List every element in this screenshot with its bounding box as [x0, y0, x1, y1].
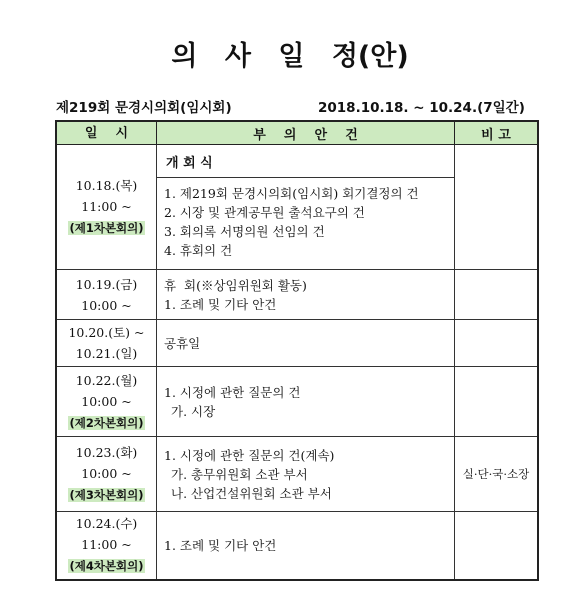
- table-row: [56, 437, 538, 512]
- document-title: [0, 34, 580, 73]
- meeting-label: (제4차본회의): [69, 559, 144, 574]
- note-cell: [455, 512, 539, 580]
- agenda-cell: [157, 270, 455, 320]
- date: 10.23.(화): [75, 445, 138, 460]
- time: 11:00 ~: [81, 199, 132, 214]
- opening-ceremony: 개 회 식: [157, 148, 454, 178]
- note-cell: [455, 367, 539, 437]
- note-cell: [455, 320, 539, 367]
- agenda-cell: [157, 145, 455, 270]
- agenda-cell: [157, 512, 455, 580]
- date: 10.19.(금): [75, 276, 138, 292]
- agenda-item: 공휴일: [164, 335, 201, 351]
- title-char: 의: [171, 41, 198, 72]
- date-cell: [56, 145, 157, 270]
- header-date: 일 시: [56, 121, 157, 145]
- agenda-item: 3. 회의록 서명의원 선임의 건: [164, 224, 325, 239]
- title-char: 정(안): [331, 41, 409, 72]
- time: 11:00 ~: [81, 537, 132, 553]
- time: 10:00 ~: [81, 466, 132, 481]
- meeting-label: (제1차본회의): [69, 221, 144, 235]
- agenda-item: 1. 조례 및 기타 안건: [164, 537, 277, 553]
- table-row: [56, 145, 538, 270]
- header-agenda: 부 의 안 건: [157, 121, 455, 145]
- session-period: 2018.10.18. ~ 10.24.(7일간): [318, 100, 525, 116]
- date-end: 10.21.(일): [75, 346, 138, 361]
- note-cell: [455, 145, 539, 270]
- note-cell: [455, 270, 539, 320]
- agenda-item: 1. 시정에 관한 질문의 건: [164, 384, 301, 400]
- agenda-item: 1. 시정에 관한 질문의 건(계속): [164, 447, 335, 463]
- table-row: [56, 367, 538, 437]
- agenda-table: [55, 120, 539, 581]
- agenda-item: 1. 제219회 문경시의회(임시회) 회기결정의 건: [164, 186, 419, 201]
- agenda-subitem: 가. 시장: [171, 403, 216, 419]
- time: 10:00 ~: [81, 297, 132, 313]
- note-cell: 실·단·국·소장: [455, 437, 539, 512]
- title-char: 일: [278, 41, 305, 72]
- agenda-cell: [157, 320, 455, 367]
- agenda-subitem: 가. 총무위원회 소관 부서: [171, 466, 308, 482]
- agenda-item: 휴 회(※상임위원회 활동): [164, 277, 307, 293]
- date: 10.24.(수): [75, 516, 138, 532]
- session-name: 제219회 문경시의회(임시회): [56, 100, 232, 116]
- title-char: 사: [224, 41, 251, 72]
- date-cell: [56, 367, 157, 437]
- agenda-cell: [157, 437, 455, 512]
- table-row: [56, 270, 538, 320]
- date-cell: [56, 320, 157, 367]
- agenda-item: 2. 시장 및 관계공무원 출석요구의 건: [164, 205, 365, 220]
- agenda-subitem: 나. 산업건설위원회 소관 부서: [171, 485, 332, 501]
- date: 10.18.(목): [75, 178, 138, 193]
- time: 10:00 ~: [81, 393, 132, 409]
- meeting-label: (제3차본회의): [69, 488, 144, 502]
- agenda-item: 4. 휴회의 건: [164, 243, 233, 258]
- agenda-item: 1. 조례 및 기타 안건: [164, 296, 277, 312]
- table-row: [56, 320, 538, 367]
- date-cell: [56, 437, 157, 512]
- date-cell: [56, 512, 157, 580]
- meeting-label: (제2차본회의): [69, 415, 144, 430]
- table-header-row: [56, 121, 538, 145]
- date: 10.20.(토) ~: [68, 325, 145, 340]
- header-note: 비 고: [455, 121, 539, 145]
- agenda-cell: [157, 367, 455, 437]
- date-cell: [56, 270, 157, 320]
- table-row: [56, 512, 538, 580]
- date: 10.22.(월): [75, 372, 138, 388]
